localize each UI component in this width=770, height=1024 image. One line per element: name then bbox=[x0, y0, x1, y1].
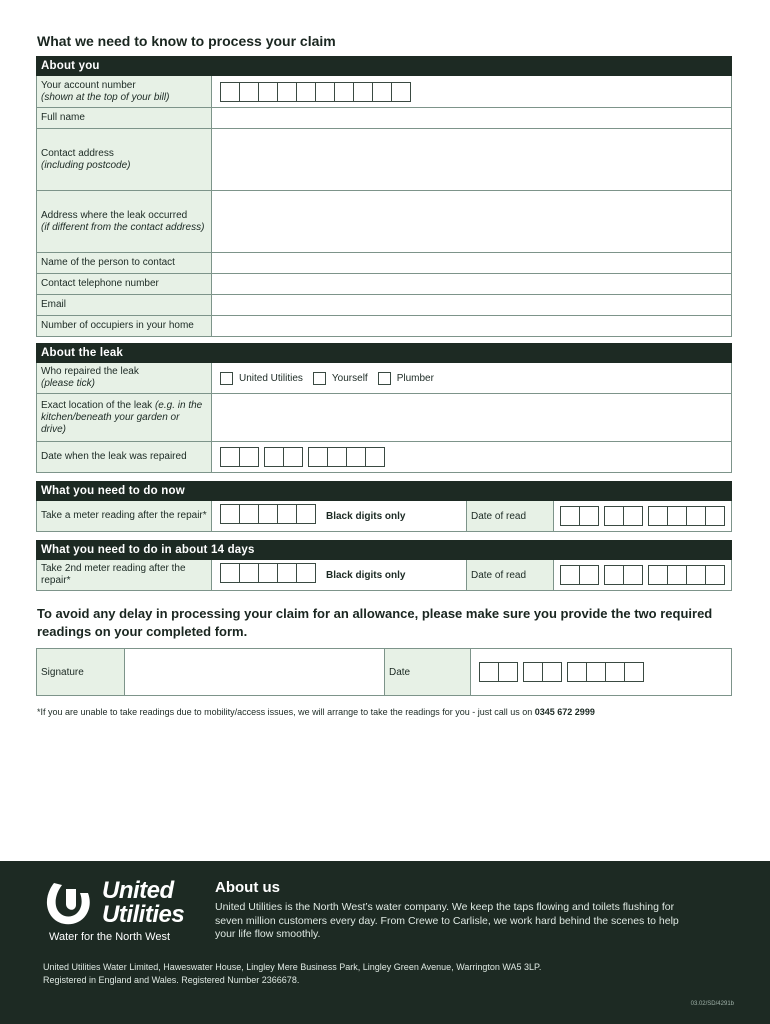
digit-box[interactable] bbox=[239, 504, 259, 524]
digit-box[interactable] bbox=[239, 563, 259, 583]
occupiers-label: Number of occupiers in your home bbox=[41, 320, 194, 331]
telephone-label: Contact telephone number bbox=[41, 278, 159, 289]
checkbox-icon[interactable] bbox=[220, 372, 233, 385]
digit-box[interactable] bbox=[334, 82, 354, 102]
form-code: 03.02/SD/4291b bbox=[690, 1001, 734, 1007]
digit-box[interactable] bbox=[579, 506, 599, 526]
digit-box[interactable] bbox=[365, 447, 385, 467]
leak-location-sub: (e.g. in the kitchen/beneath your garden or drive) bbox=[41, 399, 203, 435]
about-leak-heading: About the leak bbox=[36, 343, 732, 363]
email-row bbox=[36, 295, 732, 316]
digit-box[interactable] bbox=[686, 506, 706, 526]
readings-notice: To avoid any delay in processing your claim for an allowance, please make sure you provide the two required readings on your completed form. bbox=[37, 606, 713, 639]
telephone-row bbox=[36, 274, 732, 295]
digit-box[interactable] bbox=[667, 565, 687, 585]
date-of-read-label: Date of read bbox=[466, 501, 554, 531]
black-digits-note: Black digits only bbox=[326, 510, 406, 522]
digit-box[interactable] bbox=[623, 506, 643, 526]
do-now-section bbox=[36, 481, 732, 532]
page-title: What we need to know to process your claim bbox=[37, 33, 336, 49]
company-address: United Utilities Water Limited, Haweswater House, Lingley Mere Business Park, Lingley Green Avenue, Warrington WA5 3LP. Registered in England and Wales. Registered Number 2366678. bbox=[43, 962, 542, 985]
digit-box[interactable] bbox=[604, 506, 624, 526]
account-number-row bbox=[36, 76, 732, 108]
digit-box[interactable] bbox=[560, 506, 580, 526]
digit-box[interactable] bbox=[648, 565, 668, 585]
about-you-section bbox=[36, 56, 732, 337]
first-reading-label: Take a meter reading after the repair* bbox=[41, 510, 207, 521]
email-field[interactable] bbox=[212, 295, 731, 315]
first-reading-boxes[interactable] bbox=[220, 504, 316, 529]
contact-name-field[interactable] bbox=[212, 253, 731, 273]
account-number-label: Your account number bbox=[41, 79, 136, 91]
digit-box[interactable] bbox=[623, 565, 643, 585]
water-drop-logo-icon bbox=[42, 879, 102, 931]
digit-box[interactable] bbox=[542, 662, 562, 682]
digit-box[interactable] bbox=[686, 565, 706, 585]
contact-name-row bbox=[36, 253, 732, 274]
digit-box[interactable] bbox=[353, 82, 373, 102]
digit-box[interactable] bbox=[277, 82, 297, 102]
contact-address-row bbox=[36, 129, 732, 191]
full-name-label: Full name bbox=[41, 112, 85, 123]
repaired-sub: (please tick) bbox=[41, 378, 95, 389]
digit-box[interactable] bbox=[624, 662, 644, 682]
digit-box[interactable] bbox=[220, 82, 240, 102]
digit-box[interactable] bbox=[283, 447, 303, 467]
digit-box[interactable] bbox=[239, 447, 259, 467]
do-now-heading: What you need to do now bbox=[36, 481, 732, 501]
account-number-sub: (shown at the top of your bill) bbox=[41, 91, 170, 103]
signature-label: Signature bbox=[37, 649, 125, 695]
signature-date-boxes[interactable] bbox=[471, 649, 731, 695]
digit-box[interactable] bbox=[604, 565, 624, 585]
digit-box[interactable] bbox=[264, 447, 284, 467]
leak-address-row bbox=[36, 191, 732, 253]
digit-box[interactable] bbox=[648, 506, 668, 526]
digit-box[interactable] bbox=[705, 506, 725, 526]
telephone-field[interactable] bbox=[212, 274, 731, 294]
leak-address-label: Address where the leak occurred bbox=[41, 209, 188, 221]
checkbox-icon[interactable] bbox=[378, 372, 391, 385]
digit-box[interactable] bbox=[258, 504, 278, 524]
digit-box[interactable] bbox=[327, 447, 347, 467]
repair-date-label: Date when the leak was repaired bbox=[41, 451, 187, 462]
occupiers-field[interactable] bbox=[212, 316, 731, 336]
contact-address-sub: (including postcode) bbox=[41, 159, 131, 171]
date-of-read-label: Date of read bbox=[466, 560, 554, 590]
digit-box[interactable] bbox=[391, 82, 411, 102]
digit-box[interactable] bbox=[605, 662, 625, 682]
contact-address-field[interactable] bbox=[212, 129, 731, 190]
digit-box[interactable] bbox=[667, 506, 687, 526]
digit-box[interactable] bbox=[296, 504, 316, 524]
black-digits-note: Black digits only bbox=[326, 569, 406, 581]
account-number-boxes[interactable] bbox=[212, 76, 731, 107]
digit-box[interactable] bbox=[579, 565, 599, 585]
digit-box[interactable] bbox=[315, 82, 335, 102]
digit-box[interactable] bbox=[220, 447, 240, 467]
signature-row bbox=[36, 648, 732, 696]
signature-field[interactable] bbox=[125, 649, 385, 695]
first-reading-row bbox=[36, 501, 732, 532]
digit-box[interactable] bbox=[346, 447, 366, 467]
about-leak-section bbox=[36, 343, 732, 473]
digit-box[interactable] bbox=[705, 565, 725, 585]
footnote: *If you are unable to take readings due to mobility/access issues, we will arrange to take the readings for you - just call us on 0345 672 2999 bbox=[37, 707, 595, 717]
digit-box[interactable] bbox=[239, 82, 259, 102]
footer bbox=[0, 861, 770, 1024]
about-us-title: About us bbox=[215, 879, 280, 896]
second-reading-row bbox=[36, 560, 732, 591]
email-label: Email bbox=[41, 299, 67, 310]
contact-name-label: Name of the person to contact bbox=[41, 257, 175, 268]
signature-date-label: Date bbox=[385, 649, 471, 695]
option-united-utilities[interactable]: United Utilities bbox=[220, 372, 303, 385]
digit-box[interactable] bbox=[296, 82, 316, 102]
do-14-days-heading: What you need to do in about 14 days bbox=[36, 540, 732, 560]
digit-box[interactable] bbox=[586, 662, 606, 682]
logo-word-utilities: Utilities bbox=[102, 901, 185, 928]
digit-box[interactable] bbox=[258, 82, 278, 102]
leak-location-row bbox=[36, 394, 732, 442]
digit-box[interactable] bbox=[277, 563, 297, 583]
full-name-row bbox=[36, 108, 732, 129]
leak-address-sub: (if different from the contact address) bbox=[41, 221, 205, 233]
digit-box[interactable] bbox=[560, 565, 580, 585]
phone-number: 0345 672 2999 bbox=[534, 707, 595, 717]
about-you-heading: About you bbox=[36, 56, 732, 76]
second-reading-boxes[interactable] bbox=[220, 563, 316, 588]
leak-location-field[interactable] bbox=[212, 394, 731, 441]
digit-box[interactable] bbox=[308, 447, 328, 467]
second-reading-label: Take 2nd meter reading after the repair* bbox=[41, 563, 186, 586]
repaired-row bbox=[36, 363, 732, 394]
digit-box[interactable] bbox=[479, 662, 499, 682]
occupiers-row bbox=[36, 316, 732, 337]
repaired-label: Who repaired the leak bbox=[41, 366, 139, 377]
leak-location-label: Exact location of the leak bbox=[41, 399, 153, 411]
contact-address-label: Contact address bbox=[41, 147, 114, 159]
about-us-text: United Utilities is the North West’s water company. We keep the taps flowing and toilets flushing for seven million customers every day. From Crewe to Carlisle, we work hard behind the scenes to help your life flow smoothly. bbox=[215, 901, 679, 940]
digit-box[interactable] bbox=[258, 563, 278, 583]
digit-box[interactable] bbox=[220, 504, 240, 524]
do-14-days-section bbox=[36, 540, 732, 591]
option-plumber[interactable]: Plumber bbox=[378, 372, 434, 385]
second-read-date-boxes[interactable] bbox=[554, 565, 731, 585]
digit-box[interactable] bbox=[567, 662, 587, 682]
tagline: Water for the North West bbox=[49, 931, 171, 943]
digit-box[interactable] bbox=[498, 662, 518, 682]
digit-box[interactable] bbox=[523, 662, 543, 682]
leak-address-field[interactable] bbox=[212, 191, 731, 252]
first-read-date-boxes[interactable] bbox=[554, 506, 731, 526]
repair-date-row bbox=[36, 442, 732, 473]
digit-box[interactable] bbox=[220, 563, 240, 583]
option-yourself[interactable]: Yourself bbox=[313, 372, 368, 385]
checkbox-icon[interactable] bbox=[313, 372, 326, 385]
logo-word-united: United bbox=[102, 877, 174, 904]
repair-date-boxes[interactable] bbox=[212, 442, 731, 472]
full-name-field[interactable] bbox=[212, 108, 731, 128]
digit-box[interactable] bbox=[296, 563, 316, 583]
digit-box[interactable] bbox=[372, 82, 392, 102]
digit-box[interactable] bbox=[277, 504, 297, 524]
